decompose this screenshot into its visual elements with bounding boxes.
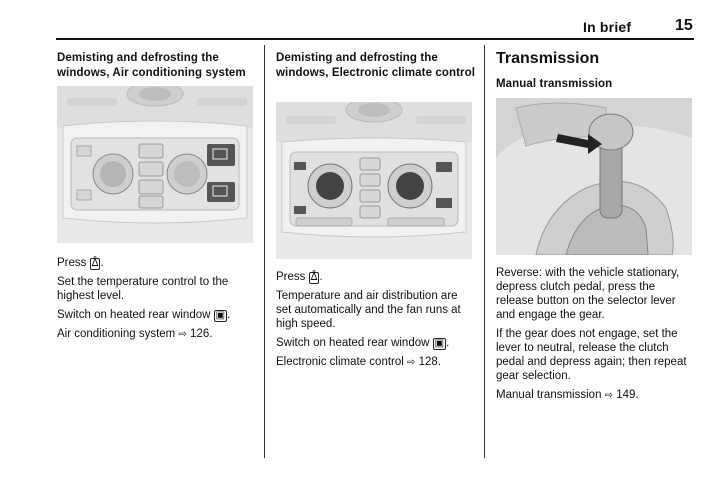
col2-ecc-reference-page[interactable]: 128 [418,356,438,368]
running-header-section: In brief [583,19,632,35]
col1-rear-window-instruction: Switch on heated rear window [57,309,211,321]
reverse-gear-instruction: Reverse: with the vehicle stationary, depress clutch pedal, press the release button on the selector lever and engage the gear. [496,267,680,321]
col1-press-label: Press [57,257,87,269]
defrost-icon: ᐂ [91,258,99,269]
page-number: 15 [675,17,693,34]
manual-transmission-reference-page[interactable]: 149 [616,389,636,401]
col2-ecc-reference-text: Electronic climate control [276,356,404,368]
defrost-icon: ᐂ [310,272,318,283]
manual-transmission-reference-text: Manual transmission [496,389,602,401]
col1-ac-reference-page[interactable]: 126 [190,328,210,340]
col2-heading: Demisting and defrosting the windows, Electronic climate control [276,52,476,79]
col2-body: Press ᐂ . Temperature and air distribution are set automatically and the fan runs at high speed. Switch on heated rear window ▣ . Electronic climate control ⇨ 128. [276,270,476,375]
page-reference-arrow-icon: ⇨ [407,357,416,368]
subheading-manual-transmission: Manual transmission [496,78,613,90]
gear-lever-figure [496,98,692,255]
col2-automatic-setting-text: Temperature and air distribution are set automatically and the fan runs at high speed. [276,290,461,330]
electronic-climate-control-figure [276,102,472,259]
section-title-transmission: Transmission [496,50,600,67]
rear-window-heater-icon: ▣ [215,310,226,321]
column-divider-2 [484,45,485,458]
col1-temperature-instruction: Set the temperature control to the highest level. [57,276,229,302]
column-divider-1 [264,45,265,458]
col3-body: Reverse: with the vehicle stationary, depress clutch pedal, press the release button on the selector lever and engage the gear. If the gear does not engage, set the lever to neutral, release the clutch pedal and depress again; then repeat gear selection. Manual transmission ⇨ 149. [496,266,692,408]
page-reference-arrow-icon: ⇨ [178,329,187,340]
rear-window-heater-icon: ▣ [434,338,445,349]
page-reference-arrow-icon: ⇨ [604,390,614,401]
gear-not-engaging-instruction: If the gear does not engage, set the lever to neutral, release the clutch pedal and depress again; then repeat gear selection. [496,328,687,382]
col1-ac-reference-text: Air conditioning system [57,328,176,340]
col1-body: Press ᐂ . Set the temperature control to the highest level. Switch on heated rear window ▣ . Air conditioning system ⇨ 126. [57,256,257,347]
col2-rear-window-instruction: Switch on heated rear window [276,337,430,349]
col1-heading: Demisting and defrosting the windows, Air conditioning system [57,52,246,79]
col2-press-label: Press [276,271,306,283]
ac-control-panel-figure [57,86,253,243]
header-rule [56,38,694,40]
